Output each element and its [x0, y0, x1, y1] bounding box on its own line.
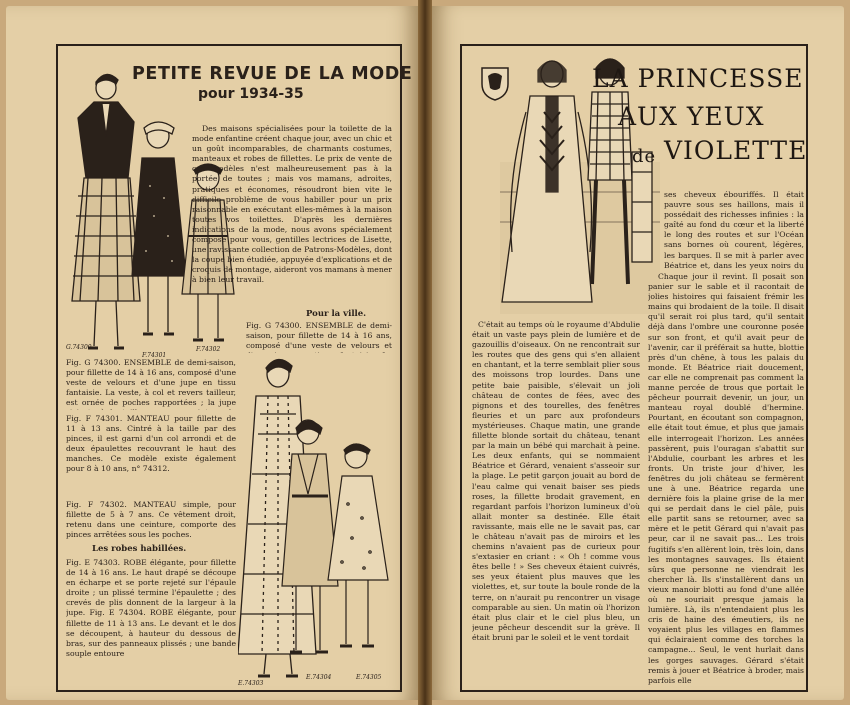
left-page: [6, 6, 418, 700]
story-column-2-top: ses cheveux ébouriffés. Il était pauvre sous ses haillons, mais il possédait des richesses infinies : la gaîté au fond du cœur et la liberté le long des routes et sur l'Océan sans bornes où courent, légères, les barques. Il se mit à parler avec Béatrice et, dans les yeux noirs du: [664, 190, 804, 270]
story-title-de: de: [632, 146, 657, 167]
story-column-1: C'était au temps où le royaume d'Abdulie était un vaste pays plein de lumière et de gazouillis d'oiseaux. On ne rencontrait sur les routes que des gens qui s'en allaient en chantant, et la terre semblait plier sous des moissons trop lourdes. Dans une petite baie paisible, s'élevait un joli château de contes de fées, avec des pignons et des tourelles, des fenêtres fleuries et un parc aux profondeurs mystérieuses. Chaque matin, une grande fillette blonde sortait du château, tenant par la main un bébé qui marchait à peine. Les deux enfants, qui se nommaient Béatrice et Gérard, venaient s'asseoir sur la plage. Le petit garçon jouait au bord de l'eau calme qui venait baiser ses pieds roses, la fillette brodait gravement, en regardant parfois l'horizon lumineux d'où allait monter sa destinée. Elle était ravissante, mais elle ne le savait pas, car le château n'avait pas de miroirs et les chemins n'avaient pas de curieux pour s'extasier en criant : « Oh ! comme vous êtes belle ! » Ses cheveux étaient cuivrés, ses yeux étaient plus mauves que les violettes, et, sur toute la boule ronde de la terre, on n'aurait pu rencontrer un visage comparable au sien. Un matin où l'horizon était plus clair et le ciel plus bleu, un jeune pêcheur descendit sur la grève. Il était bruni par le soleil et le vent tordait: [472, 320, 640, 642]
caption-g74300: G.74300: [66, 344, 92, 351]
pour-la-ville-heading: Pour la ville.: [306, 309, 367, 319]
manteau-74302-description: Fig. F 74302. MANTEAU simple, pour fillette de 5 à 7 ans. Ce vêtement droit, retenu dans une ceinture, comporte des pinces arrêtées sous les poches.: [66, 500, 236, 540]
manteau-74301-description: Fig. F 74301. MANTEAU pour fillette de 11 à 13 ans. Cintré à la taille par des pinces, il est garni d'un col arrondi et de deux épaulettes recouvrant le haut des manches. Ce modèle existe également pour 8 à 10 ans, n° 74312.: [66, 414, 236, 474]
caption-e74303: E.74303: [238, 680, 264, 687]
caption-f74302: F.74302: [196, 346, 221, 353]
book-spine: [418, 0, 432, 705]
story-title-line1: LA PRINCESSE: [592, 64, 804, 93]
caption-f74301: F.74301: [142, 352, 167, 359]
ensemble-description: Fig. G 74300. ENSEMBLE de demi-saison, pour fillette de 14 à 16 ans, composé d'une veste de velours et d'une jupe en tissu fantaisie. La veste, à col et revers tailleur, est ornée de poches rapportées ; la jupe: [66, 358, 236, 408]
story-title-line3: VIOLETTE: [664, 136, 808, 165]
story-title-line2: AUX YEUX: [618, 102, 765, 131]
caption-e74304: E.74304: [306, 674, 332, 681]
mode-intro-text: Des maisons spécialisées pour la toilette de la mode enfantine créent chaque jour, avec un chic et un goût incomparables, de charmants costumes, manteaux et robes de fillettes. Le prix de vente de ces modèles n'est malheureusement pas à la portée de toutes ; mais vos mamans, adroites, pratiques et économes, résoudront bien vite le difficile problème de vous habiller pour un prix raisonnable en exécutant elles-mêmes à la maison toutes vos toilettes. D'après les dernières indications de la mode, nous avons spécialement composé pour vous, gentilles lectrices de Lisette, une ravissante collection de Patrons-Modèles, dont la coupe bien étudiée, appuyée d'explications et de croquis de montage, aideront vos mamans à mener à bien leur travail.: [192, 124, 392, 285]
robes-heading: Les robes habillées.: [92, 544, 187, 554]
caption-e74305: E.74305: [356, 674, 382, 681]
ensemble-description-part1: Fig. G 74300. ENSEMBLE de demi-saison, pour fillette de 14 à 16 ans, composé d'une veste de velours et: [246, 321, 392, 351]
story-column-2: Chaque jour il revint. Il posait son panier sur le sable et il racontait de jolies histoires qui faisaient frémir les mains qui brodaient de la toile. Il disait qu'il serait roi plus tard, qu'il sentait déjà dans l'ombre une couronne posée sur son front, et qu'il avait peur de l'avenir, car il préférait sa hutte, blottie près d'un chêne, à tous les palais du monde. Et Béatrice riait doucement, car elle ne comprenait pas comment la manne percée de trous que portait le pêcheur pourrait devenir, un jour, un manteau royal doublé d'hermine. Pourtant, en écoutant son compagnon, elle était tout émue, et plus que jamais elle interrogeait l'horizon. Les années passèrent, puis l'ouragan s'abattit sur l'Abdulie, courbant les arbres et les fronts. Un triste jour d'hiver, les fenêtres du joli château se fermèrent une à une. Béatrice regarda une dernière fois la plaine grise de la mer qui se perdait dans le ciel pâle, puis elle partit sans se retourner, avec sa mère et le petit Gérard qui n'avait pas peur, car il ne savait pas... Les trois fugitifs s'en allèrent loin, très loin, dans les montagnes sauvages. Ils étaient sûrs que personne ne viendrait les chercher là. Ils s'installèrent dans un vieux manoir blotti au fond d'une allée où ne souriait presque jamais la lumière. Là, ils n'entendaient plus les cris de haine des émeutiers, ils ne voyaient plus les villages en flammes qui éclairaient comme des torches la campagne... Seul, le vent hurlait dans les gorges sauvages. Gérard s'était remis à jouer et Béatrice à broder, mais parfois elle: [648, 272, 804, 685]
robes-description: Fig. E 74303. ROBE élégante, pour fillette de 14 à 16 ans. Le haut drapé se découpe en écharpe et se porte rejeté sur l'épaule droite ; un plissé termine l'épaulette ; des crevés de plis donnent de la largeur à la jupe. Fig. E 74304. ROBE élégante, pour fillette de 11 à 13 ans. Le devant et le dos se découpent, à hauteur du dessous de bras, sur des panneaux plissés ; une bande souple entoure: [66, 558, 236, 658]
mode-title: PETITE REVUE DE LA MODE: [132, 64, 413, 84]
right-page: [432, 6, 844, 700]
fashion-illustration-girls-dresses: [238, 354, 400, 690]
mode-subtitle: pour 1934-35: [198, 86, 304, 102]
